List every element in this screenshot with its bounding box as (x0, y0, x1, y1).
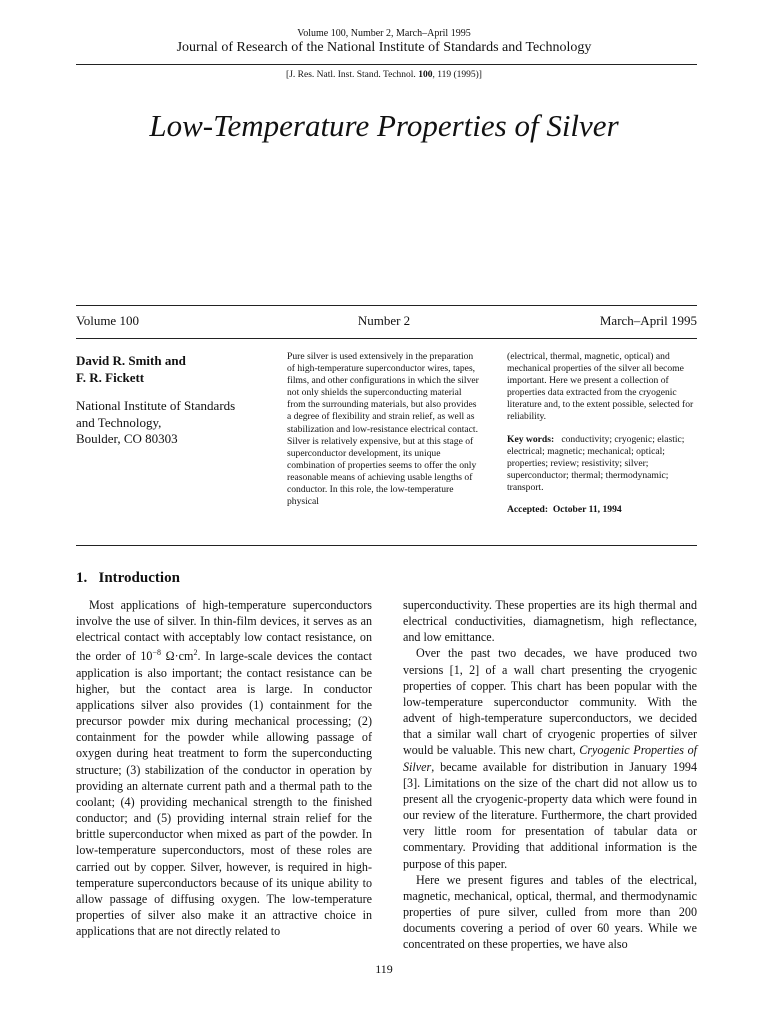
chart-title-reference: Cryogenic Properties of Silver (403, 743, 697, 774)
article-title: Low-Temperature Properties of Silver (149, 108, 619, 143)
volume-issue-line: Volume 100, Number 2, March–April 1995 (297, 28, 471, 39)
accepted-value: October 11, 1994 (552, 504, 622, 516)
abstract-column-1: Pure silver is used extensively in the preparation of high-temperature superconductor wires, tapes, films, and other configurations in which the silver not only shields the superconducting material from the surrounding materials, but also provides a degree of flexibility and strain relief, as well as stabilization and low-resistance electrical contact. Silver is relatively expensive, but at this stage of superconductor development, its unique combination of properties seems to offer the only reasonable means of achieving usable lengths of conductor. In this role, the low-temperature physical (287, 351, 479, 508)
issue-bottom-rule (76, 338, 697, 339)
citation-suffix: , 119 (1995)] (432, 70, 482, 80)
paragraph-3: Here we present figures and tables of the electrical, magnetic, mechanical, optical, thermal, and thermodynamic properties of pure silver, culled from more than 200 documents covering a period of over 60 years. While we concentrated on these properties, we have also (403, 872, 697, 952)
keywords (507, 434, 699, 494)
unit-exponent: 2 (193, 648, 198, 658)
abstract-continuation: (electrical, thermal, magnetic, optical) and mechanical properties of the silver all become important. Here we present a collection of properties data extracted from the cryogenic literature and, to the extent possible, selected for reliability. (507, 351, 694, 423)
issue-date: March–April 1995 (599, 313, 697, 328)
affiliation-line-1: National Institute of Standards (76, 398, 236, 413)
paragraph-2-rest: , became available for distribution in January 1994 [3]. Limitations on the size of the chart did not allow us to present all the cryogenic-property data which were found in our review of the literature. Furthermore, the chart provided very little room for presentation of tabular data or commentary. Providing that additional information is the purpose of this paper. (403, 759, 697, 871)
authors (76, 353, 266, 386)
paragraph-2-text: Over the past two decades, we have produced two versions [1, 2] of a wall chart presenting the cryogenic properties of copper. This chart has been popular with the low-temperature superconductor community. With the advent of high-temperature superconductors, we decided that a similar wall chart of cryogenic properties of silver would be valuable. This new chart, (403, 646, 697, 758)
citation-prefix: [J. Res. Natl. Inst. Stand. Technol. (286, 70, 419, 80)
affiliation-line-2: and Technology, (76, 414, 162, 430)
issue-top-rule (76, 305, 697, 306)
paragraph-1 (76, 597, 372, 939)
page-number: 119 (375, 962, 393, 976)
issue-volume: Volume 100 (76, 313, 139, 328)
paragraph-2 (403, 645, 697, 871)
citation-volume: 100 (418, 70, 433, 80)
header-rule (76, 64, 697, 65)
affiliation-line-3: Boulder, CO 80303 (76, 431, 178, 446)
paragraph-1-text: Most applications of high-temperature superconductors involve the use of silver. In thin-film devices, it serves as an electrical contact with acceptably low contact resistance, on the order of 10 (76, 598, 372, 664)
journal-title: Journal of Research of the National Institute of Standards and Technology (176, 40, 592, 55)
citation (0, 70, 768, 80)
paragraph-1-rest: . In large-scale devices the contact application is also important; the contact resistance can be higher, but the contact area is large. In conductor applications silver also provides (1) containment for the precursor powder mix during mechanical processing; (2) containment for the powder while allowing passage of oxygen during heat treatment to form the superconducting structure; (3) stabilization of the conductor in operation by providing an alternate current path and a thermal path to the coolant; (4) providing mechanical strength to the finished conductor; and (5) providing internal strain relief for the brittle superconductor when mixed as part of the powder. In low-temperature superconductors, most of these roles are carried out by copper. Silver, however, is required in high-temperature superconductors because of its unique ability to allow passage of diffusing oxygen. The low-temperature properties of silver also make it an attractive choice in applications that are not directly related to (76, 649, 372, 939)
section-number: 1. (76, 570, 88, 586)
section-heading (76, 570, 180, 587)
author-line-1: David R. Smith and (76, 353, 186, 368)
abstract-column-2 (507, 351, 699, 516)
body-column-right (403, 597, 697, 952)
affiliation (76, 398, 266, 448)
keywords-list: conductivity; cryogenic; elastic; electrical; magnetic; mechanical; optical; properties; review; resistivity; silver; superconductor; thermal; thermodynamic; transport. (507, 433, 685, 493)
unit-text: Ω·cm (160, 649, 194, 664)
exponent: −8 (152, 648, 161, 658)
accepted-date (507, 504, 699, 516)
section-title: Introduction (98, 570, 180, 586)
body-column-left (76, 597, 372, 939)
paragraph-1-continued: superconductivity. These properties are its high thermal and electrical conductivities, diamagnetism, high reflectance, and low emittance. (403, 598, 697, 645)
accepted-label: Accepted: (507, 504, 549, 516)
keywords-label: Key words: (507, 433, 555, 445)
issue-number: Number 2 (357, 313, 411, 328)
abstract-bottom-rule (76, 545, 697, 546)
author-line-2: F. R. Fickett (76, 369, 145, 385)
